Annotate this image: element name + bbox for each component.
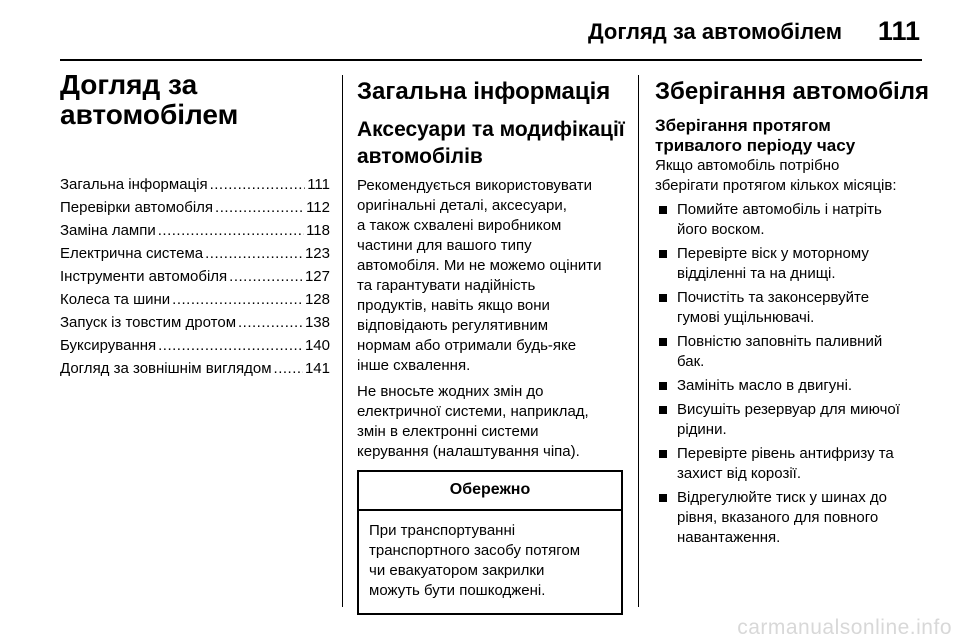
- text-line: гумові ущільнювачі.: [677, 309, 815, 326]
- text-line: відповідають регулятивним: [357, 317, 549, 334]
- list-item: [655, 488, 930, 548]
- subsection-heading: [357, 116, 627, 170]
- chapter-title-line-1: Догляд за: [60, 69, 198, 100]
- page-number: 111: [877, 16, 920, 46]
- text-line: транспортного засобу потягом: [369, 542, 581, 559]
- toc-page: 128: [304, 291, 330, 308]
- left-column: [60, 70, 330, 380]
- toc-page: 112: [306, 199, 330, 216]
- text-line: навантаження.: [677, 529, 781, 546]
- caution-box: [357, 470, 623, 615]
- text-line: частини для вашого типу: [357, 237, 532, 254]
- toc-page: 138: [304, 314, 330, 331]
- storage-checklist: [655, 200, 930, 548]
- text-line: Якщо автомобіль потрібно: [655, 157, 840, 174]
- running-title: Догляд за автомобілем: [587, 19, 842, 44]
- toc-label: Догляд за зовнішнім виглядом: [60, 360, 272, 377]
- list-item: [655, 400, 930, 440]
- text-line: Висушіть резервуар для миючої: [677, 401, 900, 418]
- text-line: Повністю заповніть паливний: [677, 333, 883, 350]
- toc-label: Інструменти автомобіля: [60, 268, 228, 285]
- column-divider-2: [638, 75, 639, 607]
- text-line: його воском.: [677, 221, 765, 238]
- toc-page: 123: [304, 245, 330, 262]
- list-item: [655, 200, 930, 240]
- toc-leader: [274, 357, 303, 380]
- toc-label: Загальна інформація: [60, 176, 208, 193]
- toc-leader: [229, 265, 303, 288]
- toc-entry[interactable]: [60, 242, 330, 265]
- right-column: [655, 78, 930, 548]
- subsection-heading-line-1: Зберігання протягом: [655, 116, 831, 135]
- text-line: оригінальні деталі, аксесуари,: [357, 197, 567, 214]
- page-header: [0, 0, 960, 62]
- chapter-title-line-2: автомобілем: [60, 99, 239, 130]
- toc-label: Запуск із товстим дротом: [60, 314, 237, 331]
- text-line: Замініть масло в двигуні.: [677, 377, 853, 394]
- toc-entry[interactable]: [60, 265, 330, 288]
- text-line: Рекомендується використовувати: [357, 177, 592, 194]
- list-item: [655, 376, 930, 396]
- text-line: рідини.: [677, 421, 727, 438]
- text-line: захист від корозії.: [677, 465, 801, 482]
- toc-page: 111: [307, 176, 330, 193]
- toc-entry[interactable]: [60, 311, 330, 334]
- list-item: [655, 244, 930, 284]
- text-line: Перевірте віск у моторному: [677, 245, 869, 262]
- toc-entry[interactable]: [60, 173, 330, 196]
- toc-leader: [210, 173, 306, 196]
- paragraph-electrical: [357, 382, 627, 462]
- text-line: продуктів, навіть якщо вони: [357, 297, 550, 314]
- table-of-contents: [60, 173, 330, 380]
- caution-title: Обережно: [359, 472, 621, 511]
- subsection-heading-line-2: тривалого періоду часу: [655, 136, 856, 155]
- toc-entry[interactable]: [60, 196, 330, 219]
- subsection-heading-line-1: Аксесуари та модифікації: [357, 118, 625, 141]
- text-line: Не вносьте жодних змін до: [357, 383, 544, 400]
- text-line: а також схвалені виробником: [357, 217, 562, 234]
- text-line: нормам або отримали будь-яке: [357, 337, 577, 354]
- text-line: та гарантувати надійність: [357, 277, 536, 294]
- toc-entry[interactable]: [60, 288, 330, 311]
- list-item: [655, 332, 930, 372]
- text-line: Помийте автомобіль і натріть: [677, 201, 882, 218]
- text-line: бак.: [677, 353, 705, 370]
- toc-label: Буксирування: [60, 337, 157, 354]
- text-line: відділенні та на днищі.: [677, 265, 836, 282]
- toc-page: 118: [306, 222, 330, 239]
- text-line: чи евакуатором закрилки: [369, 562, 545, 579]
- text-line: можуть бути пошкоджені.: [369, 582, 546, 599]
- toc-leader: [238, 311, 303, 334]
- text-line: змін в електронні системи: [357, 423, 539, 440]
- toc-entry[interactable]: [60, 219, 330, 242]
- toc-leader: [215, 196, 304, 219]
- list-item: [655, 444, 930, 484]
- toc-page: 140: [304, 337, 330, 354]
- toc-label: Електрична система: [60, 245, 204, 262]
- toc-label: Перевірки автомобіля: [60, 199, 214, 216]
- header-rule: [60, 59, 922, 61]
- toc-leader: [205, 242, 303, 265]
- list-item: [655, 288, 930, 328]
- toc-leader: [158, 219, 304, 242]
- caution-text: [359, 511, 621, 613]
- toc-entry[interactable]: [60, 357, 330, 380]
- chapter-title: [60, 70, 330, 130]
- text-line: При транспортуванні: [369, 522, 516, 539]
- text-line: інше схвалення.: [357, 357, 471, 374]
- text-line: Почистіть та законсервуйте: [677, 289, 870, 306]
- subsection-heading-line-2: автомобілів: [357, 145, 483, 168]
- toc-entry[interactable]: [60, 334, 330, 357]
- text-line: автомобіля. Ми не можемо оцінити: [357, 257, 602, 274]
- text-line: рівня, вказаного для повного: [677, 509, 879, 526]
- watermark: carmanualsonline.info: [737, 616, 952, 639]
- toc-leader: [158, 334, 303, 357]
- section-heading: Зберігання автомобіля: [655, 78, 929, 105]
- text-line: електричної системи, наприклад,: [357, 403, 589, 420]
- text-line: зберігати протягом кількох місяців:: [655, 177, 897, 194]
- paragraph-accessories: [357, 176, 627, 376]
- toc-page: 127: [304, 268, 330, 285]
- paragraph-storage-intro: [655, 156, 930, 196]
- toc-leader: [172, 288, 303, 311]
- column-divider-1: [342, 75, 343, 607]
- toc-label: Колеса та шини: [60, 291, 171, 308]
- subsection-heading: [655, 116, 930, 156]
- section-heading: Загальна інформація: [357, 78, 611, 105]
- toc-label: Заміна лампи: [60, 222, 156, 239]
- text-line: керування (налаштування чіпа).: [357, 443, 580, 460]
- toc-page: 141: [304, 360, 330, 377]
- text-line: Перевірте рівень антифризу та: [677, 445, 894, 462]
- text-line: Відрегулюйте тиск у шинах до: [677, 489, 887, 506]
- middle-column: [357, 78, 627, 615]
